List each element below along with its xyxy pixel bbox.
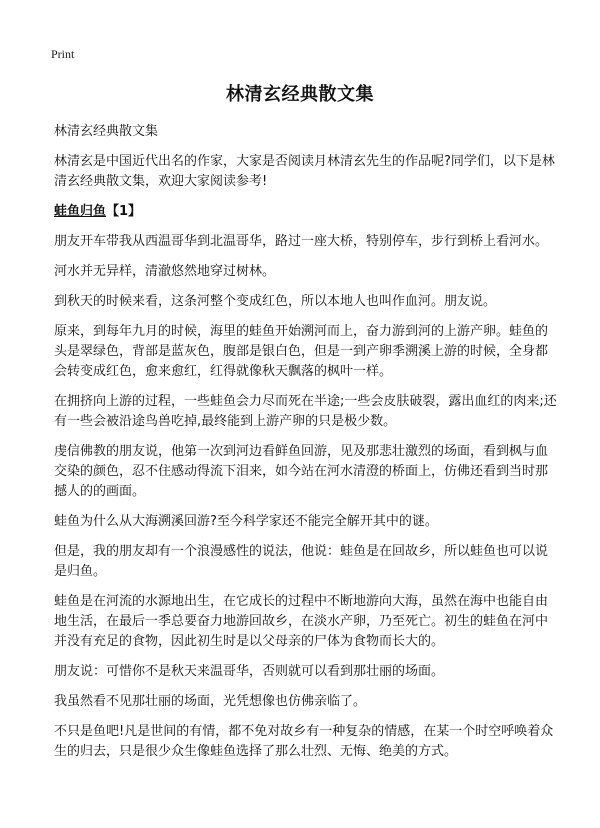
paragraph: 但是，我的朋友却有一个浪漫感性的说法，他说：蛙鱼是在回故乡，所以蛙鱼也可以说是归鱼。 [54,544,549,579]
paragraph: 朋友开车带我从西温哥华到北温哥华，路过一座大桥，特别停车，步行到桥上看河水。 [54,234,549,249]
paragraph: 河水并无异样，清澈悠然地穿过树林。 [54,264,276,279]
paragraph: 蛙鱼是在河流的水源地出生，在它成长的过程中不断地游向大海，虽然在海中也能自由地生活，在最后一季总要奋力地游回故乡，在淡水产卵，乃至死亡。初生的蛙鱼在河中并没有充足的食物，因此初生时是以父母亲的尸体为食物而长大的。 [54,594,549,649]
paragraph: 虔信佛教的朋友说，他第一次到河边看鲜鱼回游，见及那悲壮激烈的场面，看到枫与血交染的颜色，忍不住感动得流下泪来，如今站在河水清澄的桥面上，仿佛还看到当时那撼人的的画面。 [54,444,549,499]
section-index: 【1】 [106,204,142,219]
section-heading [54,202,558,222]
article-body [54,122,558,772]
paragraph: 朋友说：可惜你不是秋天来温哥华，否则就可以看到那壮丽的场面。 [54,664,445,679]
paragraph: 不只是鱼吧!凡是世间的有情，都不免对故乡有一种复杂的情感，在某一个时空呼唤着众生的归去，只是很少众生像蛙鱼选择了那么壮烈、无悔、绝美的方式。 [54,724,554,759]
paragraph: 蛙鱼为什么从大海溯溪回游?至今科学家还不能完全解开其中的谜。 [54,514,438,529]
paragraph: 到秋天的时候来看，这条河整个变成红色，所以本地人也叫作血河。朋友说。 [54,294,497,309]
paragraph: 在拥挤向上游的过程，一些蛙鱼会力尽而死在半途;一些会皮肤破裂，露出血红的肉来;还有一些会被沿途鸟兽吃掉,最终能到上游产卵的只是极少数。 [54,394,557,429]
paragraph: 原来，到每年九月的时候，海里的蛙鱼开始溯河而上，奋力游到河的上游产卵。蛙鱼的头是翠绿色，背部是蓝灰色，腹部是银白色，但是一到产卵季溯溪上游的时候，全身都会转变成红色，愈来愈红，红得就像秋天飘落的枫叶一样。 [54,324,549,379]
section-title: 蛙鱼归鱼 [54,204,107,219]
page-title: 林清玄经典散文集 [226,84,374,105]
paragraph: 我虽然看不见那壮丽的场面，光凭想像也仿佛亲临了。 [54,694,367,709]
subtitle: 林清玄经典散文集 [54,124,159,139]
print-link[interactable]: Print [51,47,75,61]
intro-paragraph: 林清玄是中国近代出名的作家，大家是否阅读月林清玄先生的作品呢?同学们，以下是林清玄经典散文集，欢迎大家阅读参考! [54,154,555,189]
